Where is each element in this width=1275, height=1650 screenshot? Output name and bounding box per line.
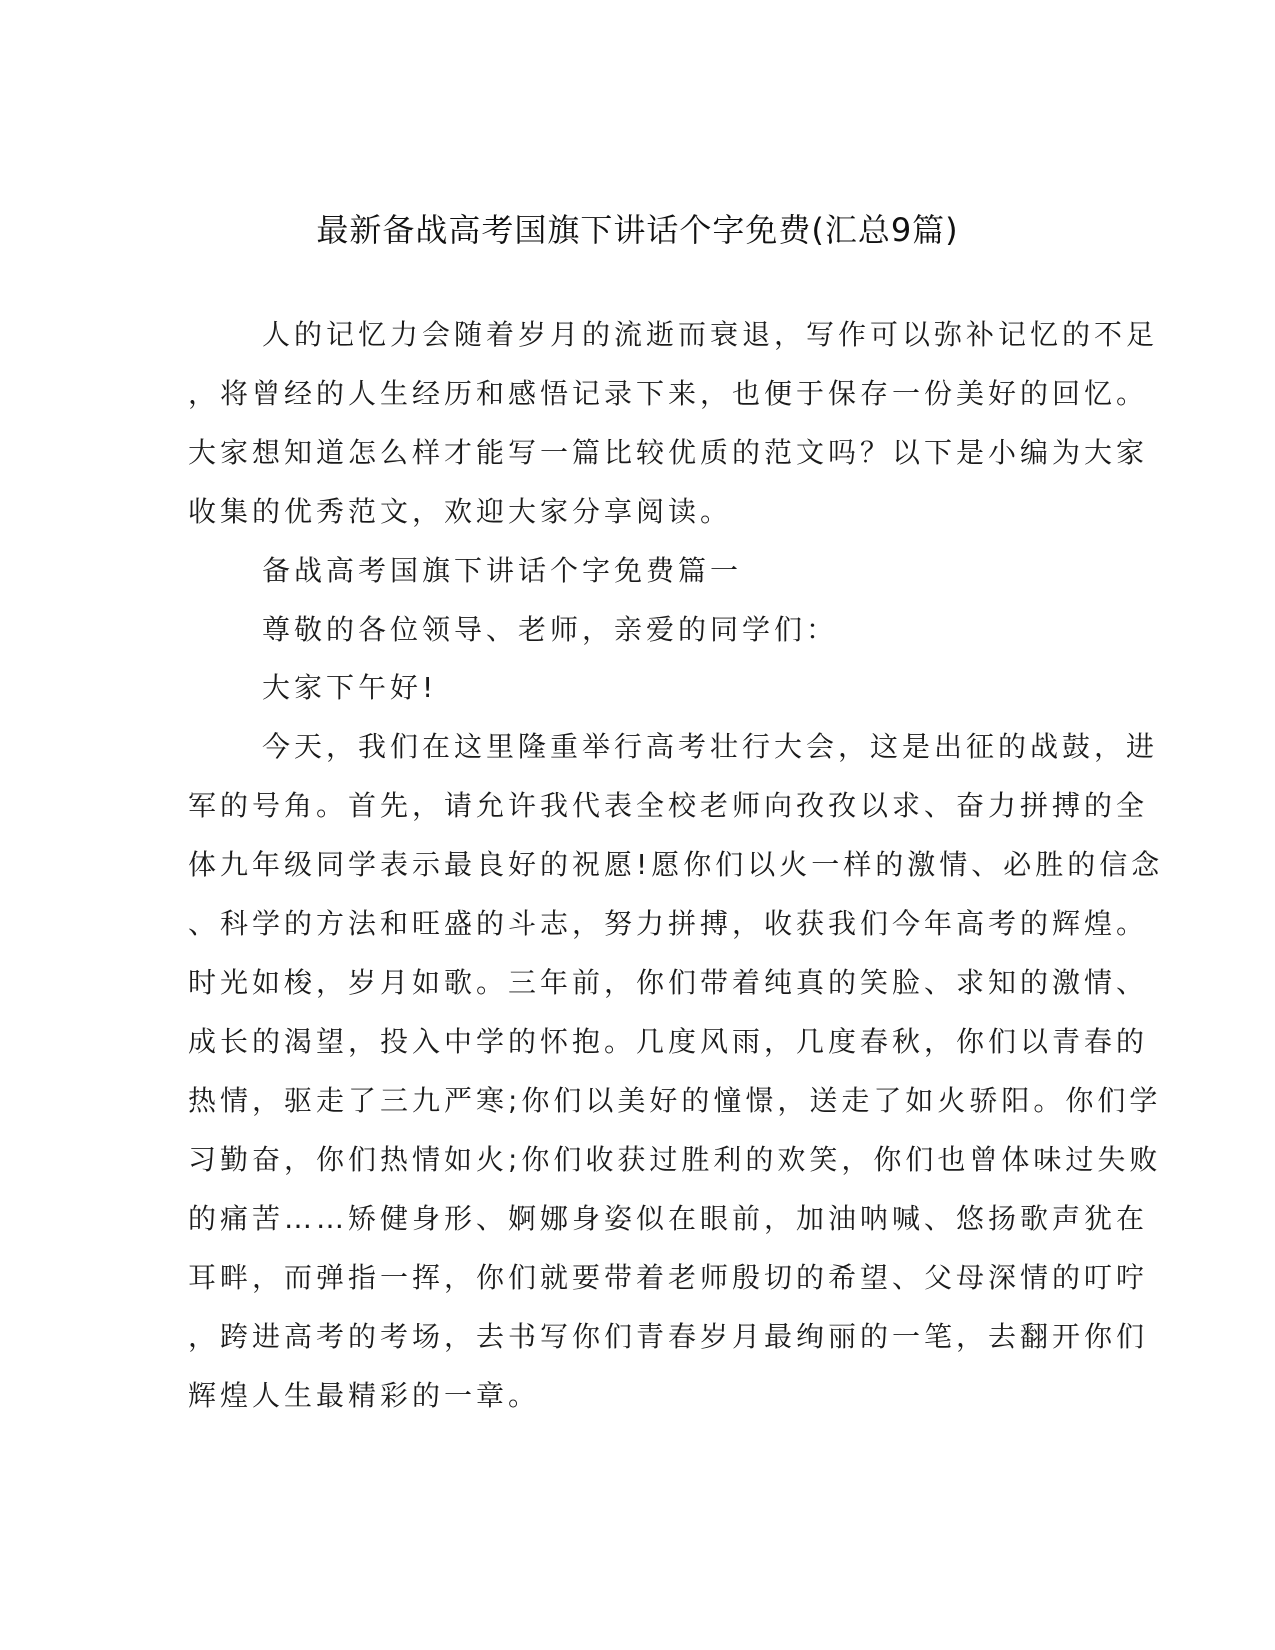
paragraph-line: 辉煌人生最精彩的一章。 (188, 1379, 541, 1412)
section-heading: 备战高考国旗下讲话个字免费篇一 (262, 554, 743, 587)
paragraph-line: ，将曾经的人生经历和感悟记录下来，也便于保存一份美好的回忆。 (188, 377, 1149, 410)
paragraph-line: 的痛苦……矫健身形、婀娜身姿似在眼前，加油呐喊、悠扬歌声犹在 (188, 1202, 1149, 1235)
paragraph-line: ，跨进高考的考场，去书写你们青春岁月最绚丽的一笔，去翻开你们 (188, 1320, 1149, 1353)
paragraph-line: 、科学的方法和旺盛的斗志，努力拼搏，收获我们今年高考的辉煌。 (188, 907, 1149, 940)
salutation: 尊敬的各位领导、老师，亲爱的同学们： (262, 613, 839, 646)
paragraph-line: 耳畔，而弹指一挥，你们就要带着老师殷切的希望、父母深情的叮咛 (188, 1261, 1149, 1294)
paragraph-line: 人的记忆力会随着岁月的流逝而衰退，写作可以弥补记忆的不足 (262, 318, 1159, 351)
paragraph-line: 收集的优秀范文，欢迎大家分享阅读。 (188, 495, 733, 528)
paragraph-line: 时光如梭，岁月如歌。三年前，你们带着纯真的笑脸、求知的激情、 (188, 966, 1149, 999)
paragraph-line: 大家想知道怎么样才能写一篇比较优质的范文吗？以下是小编为大家 (188, 436, 1149, 469)
document-title: 最新备战高考国旗下讲话个字免费(汇总9篇) (316, 211, 959, 249)
paragraph-line: 今天，我们在这里隆重举行高考壮行大会，这是出征的战鼓，进 (262, 730, 1159, 763)
paragraph-line: 习勤奋，你们热情如火;你们收获过胜利的欢笑，你们也曾体味过失败 (188, 1143, 1162, 1176)
greeting: 大家下午好! (262, 671, 438, 704)
paragraph-line: 热情，驱走了三九严寒;你们以美好的憧憬，送走了如火骄阳。你们学 (188, 1084, 1162, 1117)
paragraph-line: 体九年级同学表示最良好的祝愿!愿你们以火一样的激情、必胜的信念 (188, 848, 1164, 881)
paragraph-line: 成长的渴望，投入中学的怀抱。几度风雨，几度春秋，你们以青春的 (188, 1025, 1149, 1058)
paragraph-line: 军的号角。首先，请允许我代表全校老师向孜孜以求、奋力拼搏的全 (188, 789, 1149, 822)
